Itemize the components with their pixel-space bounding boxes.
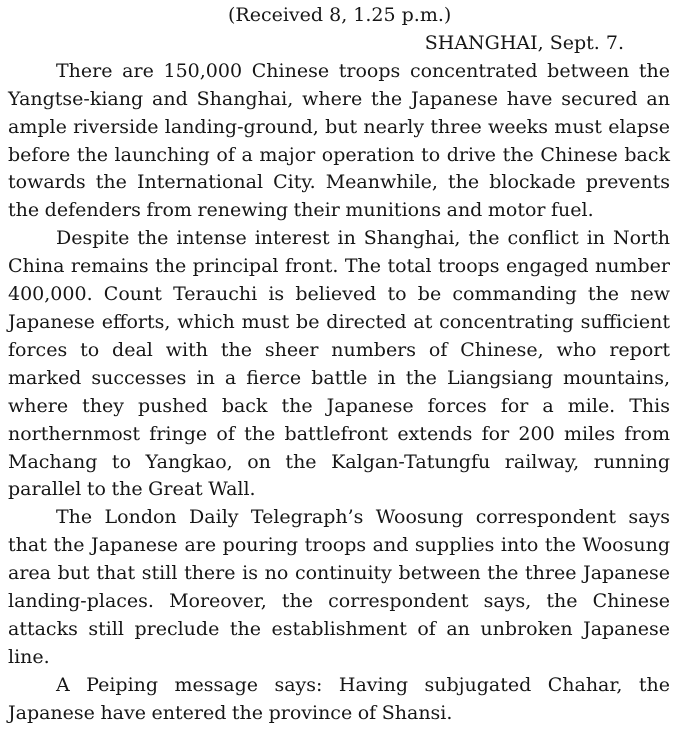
- paragraph-north-china-front: Despite the intense interest in Shanghai, the conflict in North China remains the principal front. The total troops engaged number 400,000. Count Terauchi is believed to be commanding the new Japanese efforts, which must be directed at concentrating sufficient forces to deal with the sheer numbers of Chinese, who report marked successes in a fierce battle in the Liangsiang mountains, where they pushed back the Japanese forces for a mile. This northernmost fringe of the battlefront extends for 200 miles from Machang to Yangkao, on the Kalgan-Tatungfu railway, running parallel to the Great Wall.: [8, 227, 670, 501]
- paragraph-woosung-correspondent: The London Daily Telegraph’s Woosung correspondent says that the Japanese are pouring troops and supplies into the Woosung area but that still there is no continuity between the three Japanese landing-places. Moreover, the correspondent says, the Chinese attacks still preclude the establishment of an unbroken Japanese line.: [8, 506, 670, 668]
- paragraph-troops-concentration: There are 150,000 Chinese troops concentrated between the Yangtse-kiang and Shanghai, where the Japanese have secured an ample riverside landing-ground, but nearly three weeks must elapse before the launching of a major operation to drive the Chinese back towards the International City. Meanwhile, the blockade prevents the defenders from renewing their munitions and motor fuel.: [8, 59, 670, 222]
- paragraph-peiping-message: A Peiping message says: Having subjugated Chahar, the Japanese have entered the province of Shansi.: [8, 673, 670, 724]
- received-note: (Received 8, 1.25 p.m.): [228, 4, 452, 26]
- dateline: SHANGHAI, Sept. 7.: [424, 31, 624, 54]
